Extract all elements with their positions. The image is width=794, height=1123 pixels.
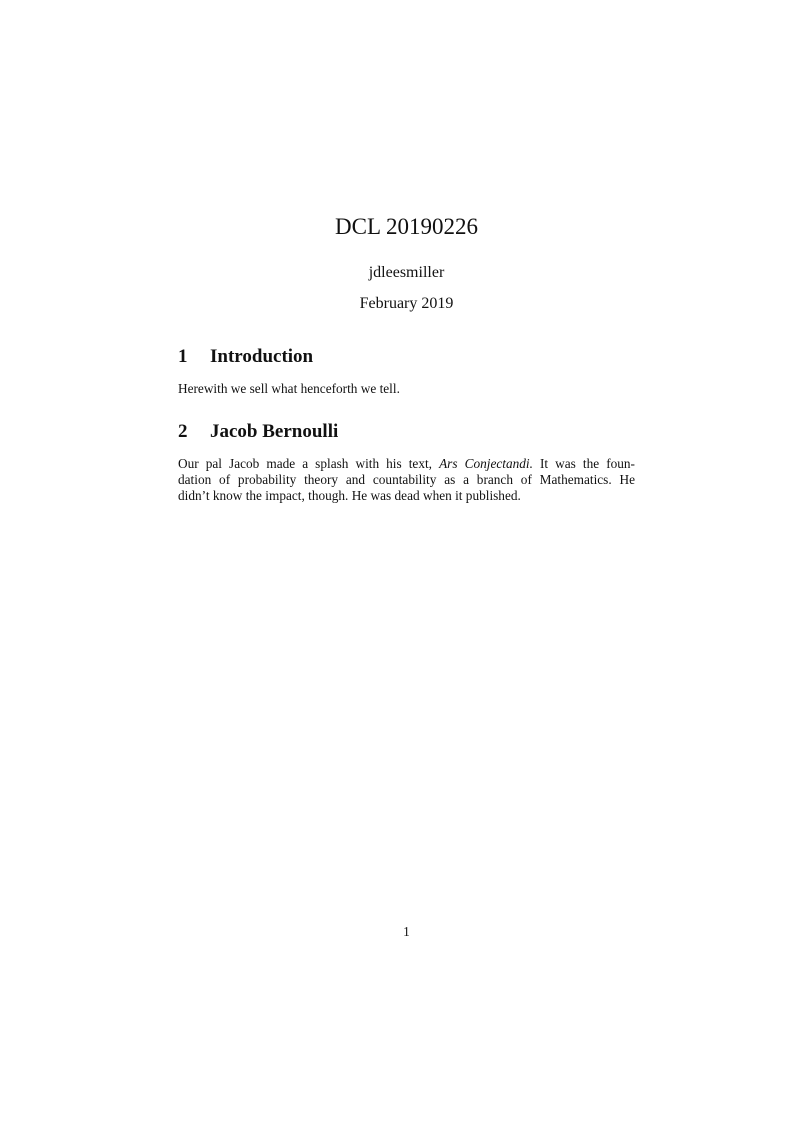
paragraph-line-1 [178,456,635,472]
paragraph-line-3: didn’t know the impact, though. He was dead when it published. [178,488,521,503]
document-content [178,0,635,504]
page-number: 1 [403,924,410,939]
document-date: February 2019 [359,295,454,312]
section-title: Jacob Bernoulli [210,421,339,442]
section-number: 2 [178,421,188,442]
section-jacob-bernoulli-paragraph [178,456,635,504]
section-heading-jacob-bernoulli [178,421,635,443]
line-text-before-italic: Our pal Jacob made a splash with his text, [178,456,440,471]
section-heading-introduction [178,346,635,368]
section-title: Introduction [210,346,314,367]
italic-book-title: Ars Conjectandi. [439,456,533,471]
section-introduction-paragraph: Herewith we sell what henceforth we tell. [178,381,400,396]
document-title: DCL 20190226 [335,214,478,239]
line-text-after-italic: It was the foun- [532,456,635,471]
paragraph-line-2: dation of probability theory and countability as a branch of Mathematics. He [178,472,635,487]
section-number: 1 [178,346,188,367]
document-author: jdleesmiller [368,264,445,281]
